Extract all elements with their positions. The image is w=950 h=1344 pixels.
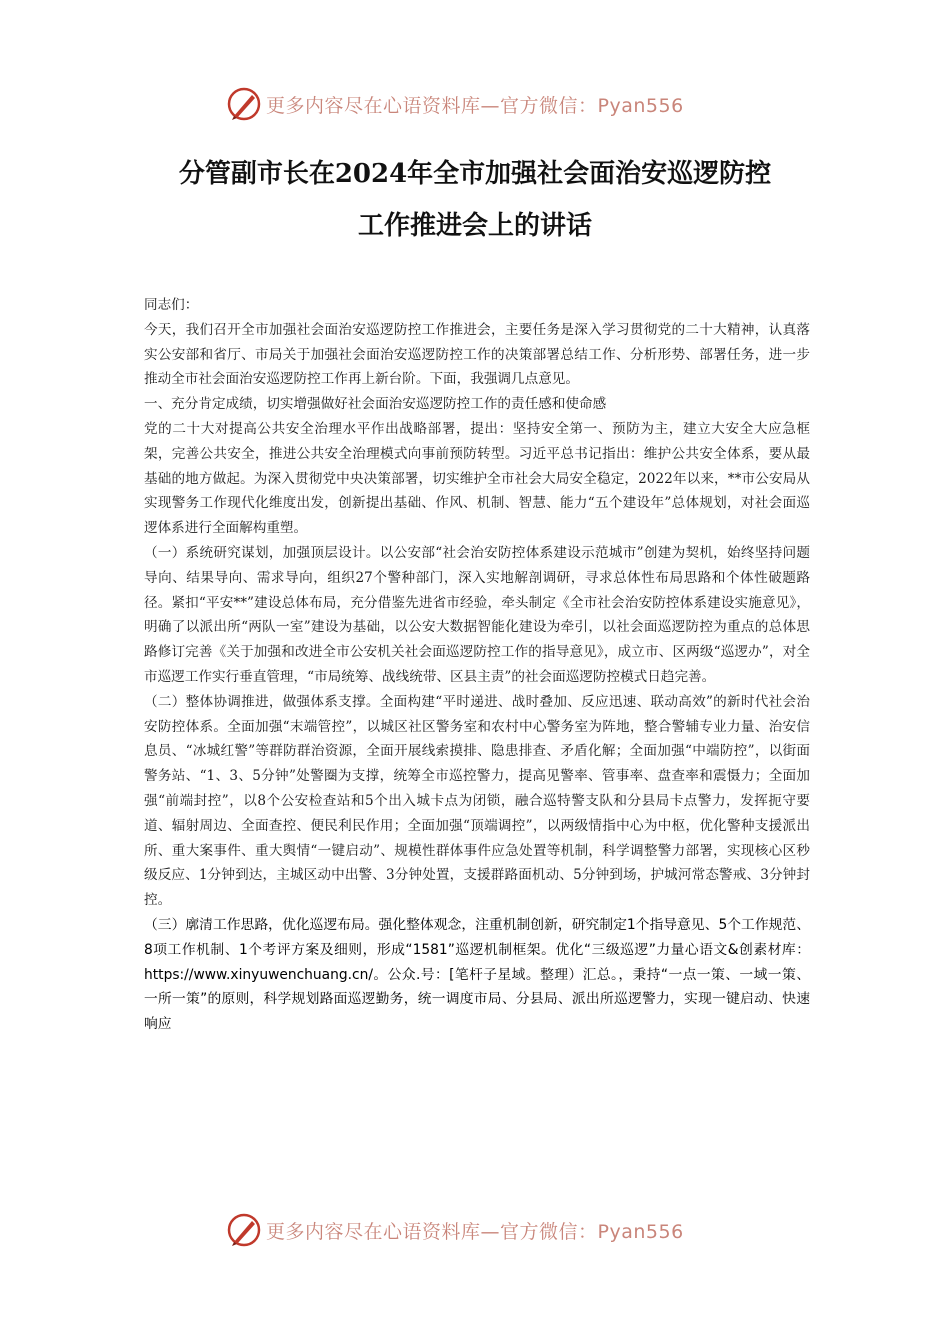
salutation: 同志们： — [144, 297, 199, 313]
document-body — [144, 293, 810, 1037]
document-title — [100, 148, 850, 252]
section-heading-1: 一、充分肯定成绩，切实增强做好社会面治安巡逻防控工作的责任感和使命感 — [144, 396, 607, 413]
footer-watermark-banner — [226, 1210, 684, 1250]
banner-text: 更多内容尽在心语资料库—官方微信：Pyan556 — [266, 94, 684, 117]
paragraph-section-1: 党的二十大对提高公共安全治理水平作出战略部署，提出：坚持安全第一、预防为主，建立大安全大应急框架，完善公共安全，推进公共安全治理模式向事前预防转型。习近平总书记指出：维护公共安全体系，要从最基础的地方做起。为深入贯彻党中央决策部署，切实维护全市社会大局安全稳定，2022年以来，**市公安局从实现警务工作现代化维度出发，创新提出基础、作风、机制、智慧、能力“五个建设年”总体规划，对社会面巡逻体系进行全面解构重塑。 — [144, 420, 810, 537]
banner-text: 更多内容尽在心语资料库—官方微信：Pyan556 — [266, 1220, 684, 1243]
title-line-1: 分管副市长在2024年全市加强社会面治安巡逻防控 — [178, 159, 772, 189]
paragraph-intro: 今天，我们召开全市加强社会面治安巡逻防控工作推进会，主要任务是深入学习贯彻党的二十大精神，认真落实公安部和省厅、市局关于加强社会面治安巡逻防控工作的决策部署总结工作、分析形势、部署任务，进一步推动全市社会面治安巡逻防控工作再上新台阶。下面，我强调几点意见。 — [144, 321, 810, 388]
title-line-2: 工作推进会上的讲话 — [357, 211, 592, 241]
header-watermark-banner — [226, 84, 684, 124]
paragraph-subsection-3: （三）廓清工作思路，优化巡逻布局。强化整体观念，注重机制创新，研究制定1个指导意见、5个工作规范、8项工作机制、1个考评方案及细则，形成“1581”巡逻机制框架。优化“三级巡逻”力量心语文&创素材库：https://www.xinyuwenchuang.cn/。公众.号：[笔杆子星域。整理）汇总。，秉持“一点一策、一域一策、一所一策”的原则，科学规划路面巡逻勤务，统一调度市局、分县局、派出所巡逻警力，实现一键启动、快速响应 — [144, 916, 811, 1033]
pen-logo-icon — [226, 1212, 262, 1248]
pen-logo-icon — [226, 86, 262, 122]
paragraph-subsection-1: （一）系统研究谋划，加强顶层设计。以公安部“社会治安防控体系建设示范城市”创建为契机，始终坚持问题导向、结果导向、需求导向，组织27个警种部门，深入实地解剖调研，寻求总体性布局思路和个体性破题路径。紧扣“平安**”建设总体布局，充分借鉴先进省市经验，牵头制定《全市社会治安防控体系建设实施意见》，明确了以派出所“两队一室”建设为基础，以公安大数据智能化建设为牵引，以社会面巡逻防控为重点的总体思路修订完善《关于加强和改进全市公安机关社会面巡逻防控工作的指导意见》，成立市、区两级“巡逻办”，对全市巡逻工作实行垂直管理，“市局统筹、战线统带、区县主责”的社会面巡逻防控模式日趋完善。 — [144, 544, 810, 685]
paragraph-subsection-2: （二）整体协调推进，做强体系支撑。全面构建“平时递进、战时叠加、反应迅速、联动高效”的新时代社会治安防控体系。全面加强“末端管控”，以城区社区警务室和农村中心警务室为阵地，整合警辅专业力量、治安信息员、“冰城红警”等群防群治资源，全面开展线索摸排、隐患排查、矛盾化解；全面加强“中端防控”，以街面警务站、“1、3、5分钟”处警圈为支撑，统筹全市巡控警力，提高见警率、管事率、盘查率和震慑力；全面加强“前端封控”，以8个公安检查站和5个出入城卡点为闭锁，融合巡特警支队和分县局卡点警力，发挥扼守要道、辐射周边、全面查控、便民利民作用；全面加强“顶端调控”，以两级情指中心为中枢，优化警种支援派出所、重大案事件、重大舆情“一键启动”、规模性群体事件应急处置等机制，科学调整警力部署，实现核心区秒级反应、1分钟到达，主城区动中出警、3分钟处置，支援群路面机动、5分钟到场，护城河常态警戒、3分钟封控。 — [144, 693, 810, 909]
